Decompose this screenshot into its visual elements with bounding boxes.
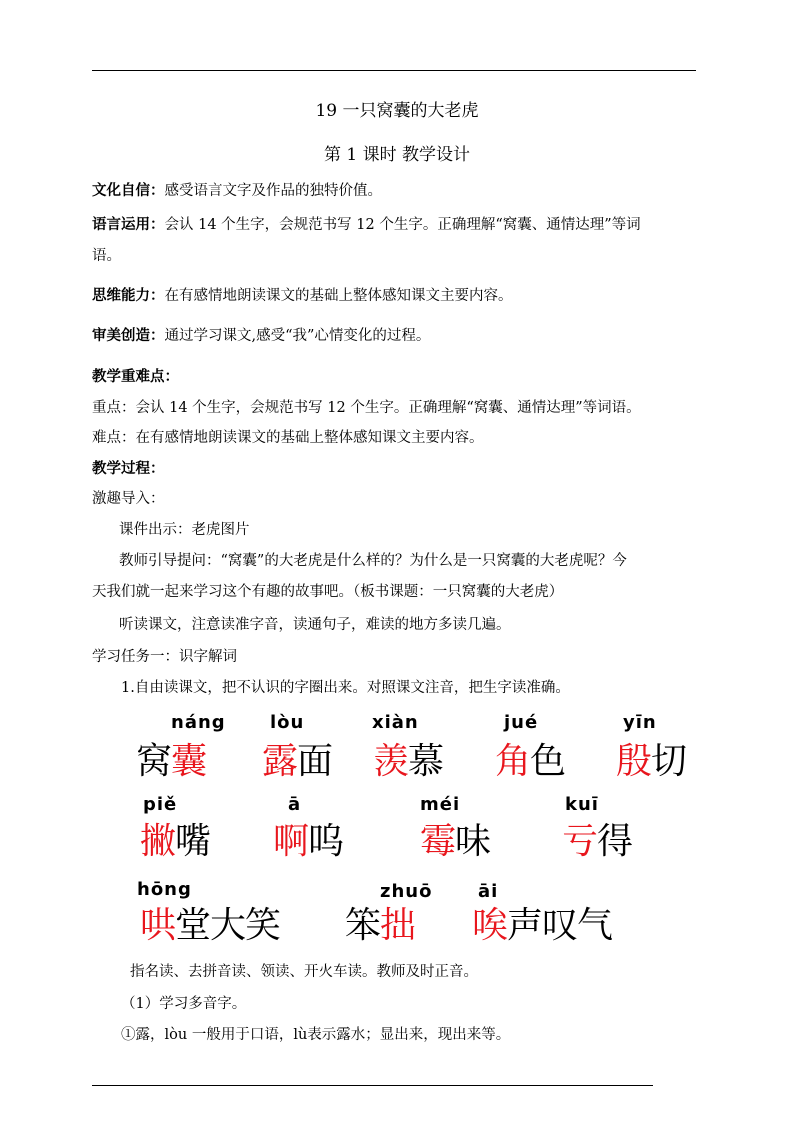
goal-text: 通过学习课文,感受“我”心情变化的过程。 [164, 328, 431, 344]
goal-thinking [92, 286, 513, 306]
new-char: 角 [495, 741, 531, 782]
pinyin: āi [478, 881, 499, 902]
new-char: 羡 [373, 741, 409, 782]
plain-char: 面 [297, 741, 333, 782]
header-rule [92, 70, 696, 71]
plain-char: 得 [597, 821, 633, 862]
vocab-word [373, 733, 443, 784]
after-line: （1）学习多音字。 [121, 996, 247, 1012]
process-heading [92, 459, 165, 479]
focus-heading-text: 教学重难点： [92, 368, 179, 385]
plain-char: 慕 [408, 741, 444, 782]
goal-text: 感受语言文字及作品的独特价值。 [164, 183, 382, 199]
pinyin: hōng [137, 879, 192, 900]
goal-label: 思维能力： [92, 287, 165, 304]
vocab-word [562, 813, 632, 864]
plain-char: 嘴 [175, 821, 211, 862]
goal-language [92, 215, 641, 235]
plain-char: 呜 [308, 821, 344, 862]
goal-language-cont: 语。 [92, 248, 121, 264]
vocab-word [616, 733, 686, 784]
new-char: 亏 [562, 821, 598, 862]
new-char: 殷 [616, 741, 652, 782]
new-char: 拙 [380, 905, 416, 946]
goal-aesthetic [92, 326, 430, 346]
plain-char: 切 [651, 741, 687, 782]
goal-text: 会认 14 个生字，会规范书写 12 个生字。正确理解“窝囊、通情达理”等词 [164, 217, 641, 233]
goal-text: 在有感情地朗读课文的基础上整体感知课文主要内容。 [164, 288, 513, 304]
intro-heading: 激趣导入： [92, 491, 165, 507]
new-char: 露 [262, 741, 298, 782]
vocab-word [420, 813, 490, 864]
goal-label: 文化自信： [92, 182, 165, 199]
vocab-word [136, 733, 206, 784]
page-subtitle: 第 1 课时 教学设计 [323, 145, 471, 165]
pinyin: náng [171, 712, 226, 733]
after-line: 指名读、去拼音读、领读、开火车读。教师及时正音。 [130, 964, 478, 980]
after-line: ①露，lòu 一般用于口语，lù表示露水；显出来，现出来等。 [121, 1027, 511, 1043]
new-char: 唉 [472, 905, 508, 946]
footer-rule [92, 1085, 653, 1086]
vocab-word [140, 813, 210, 864]
task1-step: 1.自由读课文，把不认识的字圈出来。对照课文注音，把生字读准确。 [121, 680, 570, 696]
plain-char: 声叹气 [507, 905, 613, 946]
goal-culture [92, 181, 382, 201]
plain-char: 堂大笑 [175, 905, 281, 946]
plain-char: 味 [455, 821, 491, 862]
new-char: 啊 [273, 821, 309, 862]
plain-char: 笨 [345, 905, 381, 946]
pinyin: zhuō [380, 881, 433, 902]
intro-line: 课件出示：老虎图片 [119, 522, 250, 538]
page-title: 19 一只窝囊的大老虎 [315, 101, 479, 121]
new-char: 撇 [140, 821, 176, 862]
vocab-word [273, 813, 343, 864]
intro-line: 听读课文，注意读准字音，读通句子，难读的地方多读几遍。 [119, 617, 511, 633]
vocab-word [262, 733, 332, 784]
task1-heading: 学习任务一：识字解词 [92, 649, 237, 665]
intro-line: 天我们就一起来学习这个有趣的故事吧。（板书课题：一只窝囊的大老虎） [92, 584, 564, 600]
goal-label: 语言运用： [92, 216, 165, 233]
focus-hard: 难点：在有感情地朗读课文的基础上整体感知课文主要内容。 [92, 430, 484, 446]
plain-char: 色 [530, 741, 566, 782]
pinyin: yīn [623, 712, 657, 733]
new-char: 囊 [171, 741, 207, 782]
intro-line: 教师引导提问：“窝囊”的大老虎是什么样的？为什么是一只窝囊的大老虎呢？今 [119, 553, 627, 569]
pinyin: ā [288, 794, 302, 815]
focus-key: 重点：会认 14 个生字，会规范书写 12 个生字。正确理解“窝囊、通情达理”等词语。 [92, 400, 641, 416]
goal-label: 审美创造： [92, 327, 165, 344]
new-char: 霉 [420, 821, 456, 862]
pinyin: lòu [270, 712, 305, 733]
process-heading-text: 教学过程： [92, 460, 165, 477]
vocab-word [495, 733, 565, 784]
pinyin: méi [420, 794, 461, 815]
new-char: 哄 [140, 905, 176, 946]
vocab-word [140, 897, 280, 948]
pinyin: piě [143, 794, 178, 815]
focus-heading [92, 367, 179, 387]
vocab-word [472, 897, 612, 948]
pinyin: jué [504, 712, 539, 733]
vocab-word [345, 897, 415, 948]
plain-char: 窝 [136, 741, 172, 782]
pinyin: kuī [565, 794, 599, 815]
pinyin: xiàn [372, 712, 419, 733]
